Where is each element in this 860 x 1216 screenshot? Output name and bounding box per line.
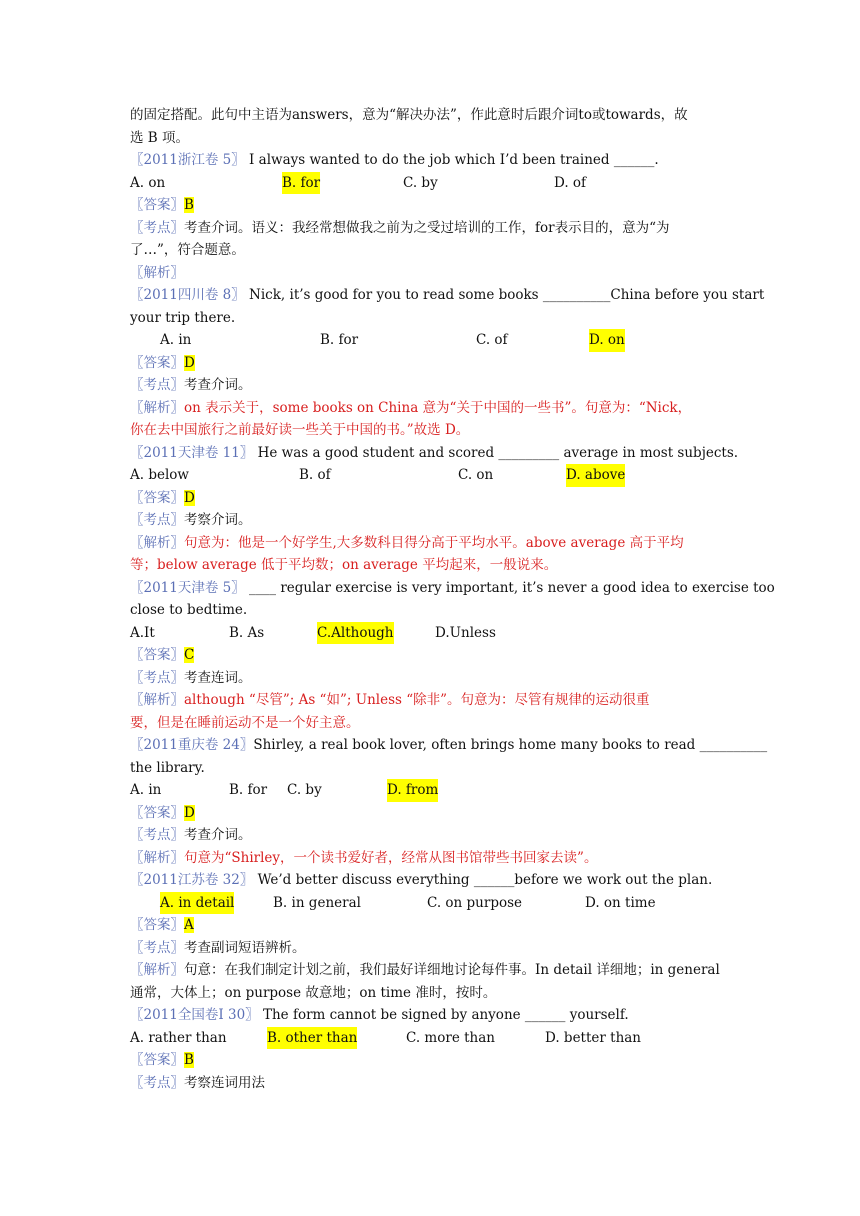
kaodian-text: 考察介词。 bbox=[184, 512, 252, 528]
question-source: 〖2011重庆卷 24〗 bbox=[130, 737, 254, 753]
kaodian-line bbox=[130, 217, 732, 240]
kaodian-label: 〖考点〗 bbox=[130, 669, 184, 686]
options-row bbox=[130, 1027, 732, 1050]
answer-line bbox=[130, 914, 732, 937]
document-page bbox=[130, 104, 775, 1094]
answer-label: 〖答案〗 bbox=[130, 1052, 184, 1068]
question-source: 〖2011四川卷 8〗 bbox=[130, 287, 245, 303]
jiexi-text: 句意为：他是一个好学生,大多数科目得分高于平均水平。above average 高于平均 bbox=[184, 534, 684, 551]
option-c: C. of bbox=[476, 332, 508, 348]
kaodian-text: 考查介词。 bbox=[184, 827, 252, 843]
option-b: B. As bbox=[229, 624, 265, 641]
question-stem: He was a good student and scored _________ average in most subjects. bbox=[253, 444, 739, 461]
option-d: D. better than bbox=[545, 1029, 642, 1046]
kaodian-line bbox=[130, 509, 732, 532]
option-d-correct: D. above bbox=[566, 464, 625, 487]
options-row bbox=[130, 779, 732, 802]
option-d: D.Unless bbox=[435, 624, 496, 641]
option-a: A. rather than bbox=[130, 1029, 227, 1046]
kaodian-label: 〖考点〗 bbox=[130, 939, 184, 956]
jiexi-text-2: 通常，大体上；on purpose 故意地；on time 准时，按时。 bbox=[130, 984, 497, 1001]
question-5 bbox=[130, 734, 768, 757]
kaodian-line bbox=[130, 937, 732, 960]
option-c-correct: C.Although bbox=[317, 622, 394, 645]
option-a: A. in bbox=[160, 332, 192, 348]
kaodian-line-2: 了…”，符合题意。 bbox=[130, 242, 245, 258]
answer-label: 〖答案〗 bbox=[130, 917, 184, 933]
answer-value: B bbox=[184, 197, 194, 213]
option-d-correct: D. on bbox=[589, 329, 625, 352]
answer-value: D bbox=[184, 489, 195, 506]
answer-line bbox=[130, 194, 732, 217]
jiexi-line bbox=[130, 397, 732, 420]
answer-value: D bbox=[184, 804, 195, 821]
option-a: A.It bbox=[130, 624, 155, 641]
kaodian-text: 考查介词。 bbox=[184, 377, 252, 393]
option-a: A. below bbox=[130, 467, 189, 483]
jiexi-line bbox=[130, 689, 732, 712]
jiexi-label: 〖解析〗 bbox=[130, 849, 184, 866]
jiexi-line bbox=[130, 959, 732, 982]
option-c: C. by bbox=[403, 174, 438, 191]
jiexi-text: although “尽管”; As “如”; Unless “除非”。句意为：尽管有规律的运动很重 bbox=[184, 692, 650, 708]
question-source: 〖2011浙江卷 5〗 bbox=[130, 152, 245, 168]
jiexi-label: 〖解析〗 bbox=[130, 692, 184, 708]
question-stem: ____ regular exercise is very important, it’s never a good idea to exercise too bbox=[244, 579, 775, 596]
question-source: 〖2011天津卷 5〗 bbox=[130, 579, 245, 596]
kaodian-label: 〖考点〗 bbox=[130, 512, 184, 528]
answer-label: 〖答案〗 bbox=[130, 489, 184, 506]
jiexi-label: 〖解析〗 bbox=[130, 534, 184, 551]
jiexi-text-2: 你在去中国旅行之前最好读一些关于中国的书。”故选 D。 bbox=[130, 422, 470, 438]
answer-line bbox=[130, 802, 732, 825]
question-stem: The form cannot be signed by anyone ______ yourself. bbox=[258, 1007, 629, 1023]
option-b: B. for bbox=[320, 332, 359, 348]
intro-line-2: 选 B 项。 bbox=[130, 129, 190, 146]
answer-value: B bbox=[184, 1052, 194, 1068]
kaodian-line bbox=[130, 374, 732, 397]
question-2 bbox=[130, 284, 765, 307]
option-c: C. on purpose bbox=[427, 894, 523, 911]
jiexi-line bbox=[130, 262, 732, 285]
question-1 bbox=[130, 149, 732, 172]
answer-label: 〖答案〗 bbox=[130, 354, 184, 371]
question-source: 〖2011天津卷 11〗 bbox=[130, 444, 254, 461]
question-stem-2: your trip there. bbox=[130, 309, 236, 326]
options-row bbox=[130, 892, 732, 915]
jiexi-label: 〖解析〗 bbox=[130, 399, 184, 416]
option-b: B. for bbox=[229, 782, 268, 798]
jiexi-label: 〖解析〗 bbox=[130, 264, 184, 281]
question-3 bbox=[130, 442, 739, 465]
question-source: 〖2011全国卷I 30〗 bbox=[130, 1007, 259, 1023]
question-stem: Shirley, a real book lover, often brings home many books to read __________ bbox=[253, 737, 768, 753]
option-d: D. of bbox=[554, 174, 587, 191]
question-source: 〖2011江苏卷 32〗 bbox=[130, 872, 254, 888]
question-stem-2: close to bedtime. bbox=[130, 602, 248, 618]
jiexi-text-2: 等；below average 低于平均数；on average 平均起来，一般说来。 bbox=[130, 557, 558, 573]
question-stem: Nick, it’s good for you to read some books __________China before you start bbox=[244, 287, 765, 303]
kaodian-line bbox=[130, 824, 732, 847]
answer-label: 〖答案〗 bbox=[130, 197, 184, 213]
kaodian-text: 考查连词。 bbox=[184, 669, 252, 686]
jiexi-label: 〖解析〗 bbox=[130, 962, 184, 978]
options-row bbox=[130, 329, 732, 352]
jiexi-text: 句意：在我们制定计划之前，我们最好详细地讨论每件事。In detail 详细地；in general bbox=[184, 962, 720, 978]
options-row bbox=[130, 172, 732, 195]
answer-line bbox=[130, 1049, 732, 1072]
answer-line bbox=[130, 644, 732, 667]
kaodian-label: 〖考点〗 bbox=[130, 1074, 184, 1091]
answer-value: A bbox=[184, 917, 194, 933]
jiexi-text: 句意为“Shirley，一个读书爱好者，经常从图书馆带些书回家去读”。 bbox=[184, 849, 598, 866]
option-a-correct: A. in detail bbox=[160, 892, 234, 915]
option-d-correct: D. from bbox=[387, 779, 438, 802]
answer-label: 〖答案〗 bbox=[130, 647, 184, 663]
kaodian-text: 考察连词用法 bbox=[184, 1074, 265, 1091]
option-c: C. on bbox=[458, 467, 494, 483]
kaodian-line bbox=[130, 1072, 732, 1095]
answer-line bbox=[130, 352, 732, 375]
question-6 bbox=[130, 869, 732, 892]
jiexi-text-2: 要，但是在睡前运动不是一个好主意。 bbox=[130, 714, 360, 731]
option-b: B. in general bbox=[273, 894, 361, 911]
option-b-correct: B. for bbox=[282, 172, 320, 195]
jiexi-line bbox=[130, 532, 732, 555]
jiexi-text: on 表示关于，some books on China 意为“关于中国的一些书”。句意为：“Nick， bbox=[184, 399, 692, 416]
question-stem-2: the library. bbox=[130, 759, 205, 776]
kaodian-text: 考查副词短语辨析。 bbox=[184, 939, 306, 956]
options-row bbox=[130, 464, 732, 487]
intro-line-1: 的固定搭配。此句中主语为answers，意为“解决办法”，作此意时后跟介词to或towards，故 bbox=[130, 107, 688, 123]
option-b-correct: B. other than bbox=[267, 1027, 357, 1050]
answer-value: D bbox=[184, 354, 195, 371]
answer-value: C bbox=[184, 647, 195, 663]
kaodian-line bbox=[130, 667, 732, 690]
option-d: D. on time bbox=[585, 894, 656, 911]
kaodian-label: 〖考点〗 bbox=[130, 377, 184, 393]
answer-line bbox=[130, 487, 732, 510]
kaodian-text: 考查介词。语义：我经常想做我之前为之受过培训的工作，for表示目的，意为“为 bbox=[184, 219, 670, 236]
question-7 bbox=[130, 1004, 732, 1027]
kaodian-label: 〖考点〗 bbox=[130, 827, 184, 843]
question-4 bbox=[130, 577, 775, 600]
kaodian-label: 〖考点〗 bbox=[130, 219, 184, 236]
answer-label: 〖答案〗 bbox=[130, 804, 184, 821]
option-a: A. on bbox=[130, 174, 166, 191]
option-b: B. of bbox=[299, 467, 331, 483]
question-stem: I always wanted to do the job which I’d been trained ______. bbox=[244, 152, 659, 168]
options-row bbox=[130, 622, 732, 645]
option-c: C. more than bbox=[406, 1029, 495, 1046]
jiexi-line bbox=[130, 847, 732, 870]
option-c: C. by bbox=[287, 782, 322, 798]
option-a: A. in bbox=[130, 782, 162, 798]
question-stem: We’d better discuss everything ______before we work out the plan. bbox=[253, 872, 713, 888]
